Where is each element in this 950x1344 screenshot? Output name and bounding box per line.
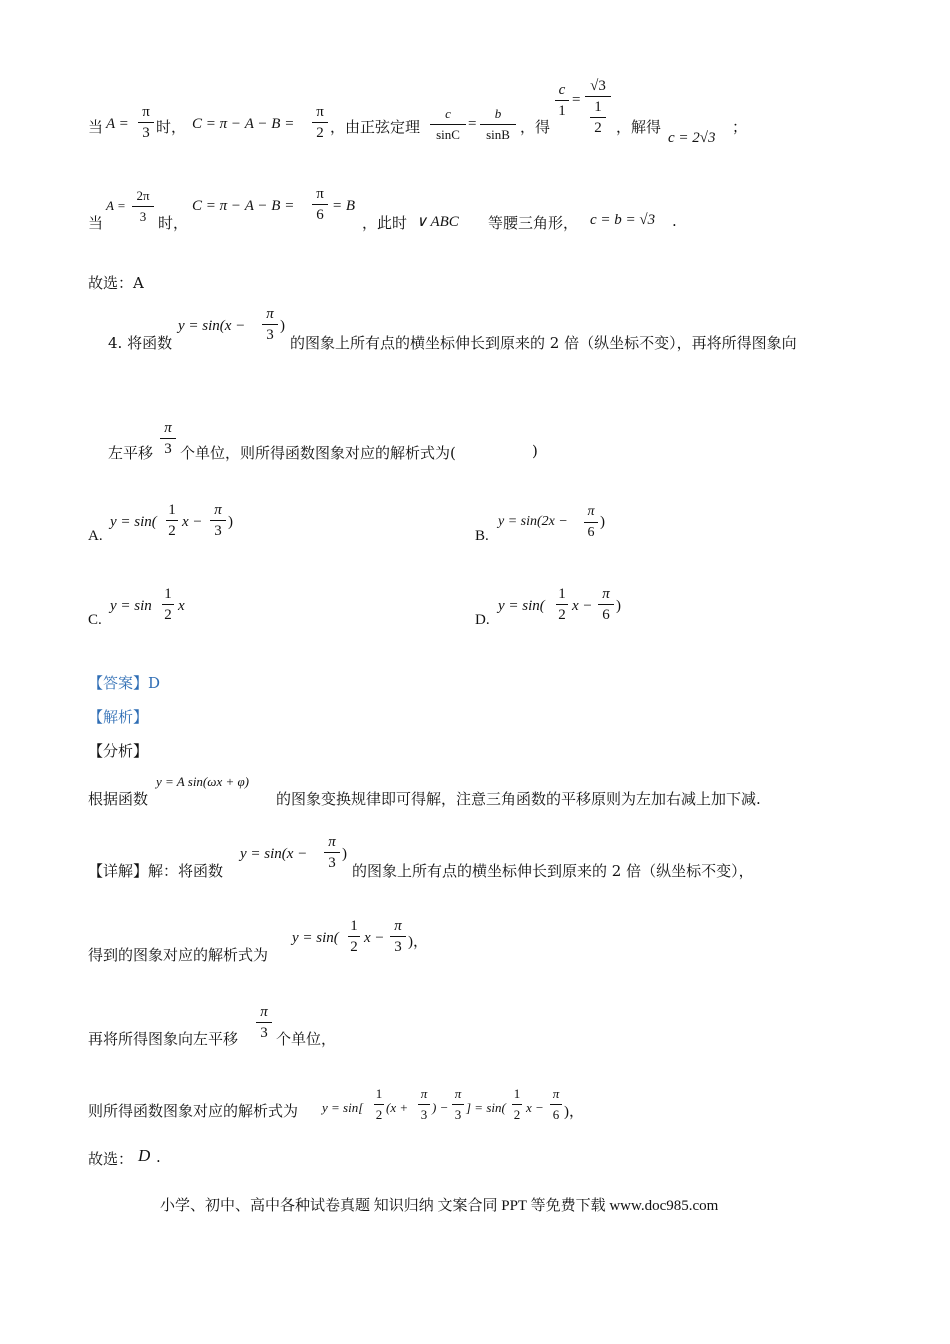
- fraction: π 2: [312, 104, 328, 141]
- text: 等腰三角形，: [488, 214, 579, 232]
- text: ，此时: [362, 214, 408, 232]
- option-label: D.: [475, 612, 490, 628]
- math: ): [616, 598, 621, 614]
- choice-line: 故选：A: [88, 274, 144, 292]
- text: 得到的图象对应的解析式为: [88, 946, 269, 964]
- fraction: 1 2: [166, 502, 178, 539]
- fraction: c 1: [555, 82, 569, 119]
- answer-label: 【答案】D: [88, 674, 161, 692]
- math: D: [138, 1146, 151, 1165]
- math: A =: [106, 116, 129, 132]
- math: x −: [364, 930, 385, 946]
- fraction: π 3: [390, 918, 406, 955]
- fraction: π 6: [584, 504, 598, 541]
- fraction: π 3: [418, 1086, 430, 1123]
- text: 【详解】解：将函数: [88, 862, 224, 880]
- math: y = sin(x −: [240, 846, 308, 862]
- option-label: B.: [475, 528, 489, 544]
- math: c = b = √3: [590, 212, 656, 228]
- fraction: 1 2: [556, 586, 568, 623]
- question-text: ): [532, 442, 538, 460]
- math: x −: [526, 1100, 544, 1115]
- math: y = sin(x −: [178, 318, 246, 334]
- text: 故选：: [88, 1150, 134, 1168]
- fraction: 1 2: [348, 918, 360, 955]
- question-prefix: 4. 将函数: [108, 334, 173, 352]
- text: 则所得函数图象对应的解析式为: [88, 1102, 299, 1120]
- fraction: 1 2: [162, 586, 174, 623]
- analysis-title: 【解析】: [88, 708, 149, 726]
- fraction: 2π 3: [132, 188, 154, 225]
- fraction: π 6: [550, 1086, 562, 1123]
- option-label: A.: [88, 528, 103, 544]
- text: 的图象变换规律即可得解，注意三角函数的平移原则为左加右减上加下减.: [276, 790, 761, 808]
- fraction: π 3: [324, 834, 340, 871]
- math: ): [342, 846, 347, 862]
- math: y = sin(2x −: [498, 514, 568, 529]
- math: )，: [408, 934, 428, 950]
- math: )，: [564, 1104, 584, 1120]
- text: 根据函数: [88, 790, 149, 808]
- math: c = 2√3: [668, 130, 716, 146]
- math: y = sin: [110, 598, 152, 614]
- fraction: c sinC: [430, 106, 466, 143]
- text: ，得: [520, 118, 551, 136]
- math: x −: [182, 514, 203, 530]
- fraction: π 6: [312, 186, 328, 223]
- math: (x +: [386, 1100, 409, 1115]
- text: 当: [88, 118, 104, 136]
- question-text: 个单位，则所得函数图象对应的解析式为(: [180, 444, 456, 462]
- fraction: √3 1 2: [585, 78, 611, 136]
- math: C = π − A − B =: [192, 116, 295, 132]
- text: 时，: [158, 214, 189, 232]
- math: y = sin(: [292, 930, 339, 946]
- math: ] = sin(: [466, 1100, 506, 1115]
- fraction: 1 2: [375, 1086, 383, 1122]
- math: y = sin[: [322, 1100, 364, 1115]
- text: ，由正弦定理: [330, 118, 421, 136]
- question-text: 的图象上所有点的横坐标伸长到原来的 2 倍（纵坐标不变），再将所得图象向: [290, 334, 797, 352]
- text: ，解得: [616, 118, 662, 136]
- math: x: [178, 598, 185, 614]
- text: 再将所得图象向左平移: [88, 1030, 239, 1048]
- math: y = sin(: [110, 514, 157, 530]
- page-footer: 小学、初中、高中各种试卷真题 知识归纳 文案合同 PPT 等免费下载 www.doc985.com: [160, 1198, 719, 1214]
- math: y = A sin(ωx + φ): [156, 774, 250, 789]
- fraction: π 3: [262, 306, 278, 343]
- text: 当: [88, 214, 104, 232]
- math: =: [572, 92, 581, 108]
- math: x −: [572, 598, 593, 614]
- fraction: π 3: [452, 1086, 464, 1123]
- fenxi-title: 【分析】: [88, 742, 149, 760]
- fraction: π 3: [210, 502, 226, 539]
- text: 时，: [156, 118, 187, 136]
- math: ∨ ABC: [416, 214, 459, 230]
- fraction: π 3: [256, 1004, 272, 1041]
- text: .: [156, 1148, 161, 1166]
- text: ；: [732, 118, 748, 136]
- math: ): [228, 514, 233, 530]
- math: ) −: [432, 1100, 449, 1115]
- fraction: π 6: [598, 586, 614, 623]
- text: .: [672, 212, 677, 230]
- math: = B: [332, 198, 356, 214]
- fraction: b sinB: [480, 106, 516, 143]
- fraction: 1 2: [513, 1086, 521, 1122]
- math: ): [280, 318, 285, 334]
- text: 个单位，: [276, 1030, 337, 1048]
- option-label: C.: [88, 612, 102, 628]
- fraction: π 3: [138, 104, 154, 141]
- math: =: [468, 116, 477, 132]
- question-text: 左平移: [108, 444, 154, 462]
- math: ): [600, 514, 605, 530]
- math: y = sin(: [498, 598, 545, 614]
- math: A =: [106, 198, 126, 213]
- fraction: π 3: [160, 420, 176, 457]
- math: C = π − A − B =: [192, 198, 295, 214]
- text: 的图象上所有点的横坐标伸长到原来的 2 倍（纵坐标不变），: [352, 862, 754, 880]
